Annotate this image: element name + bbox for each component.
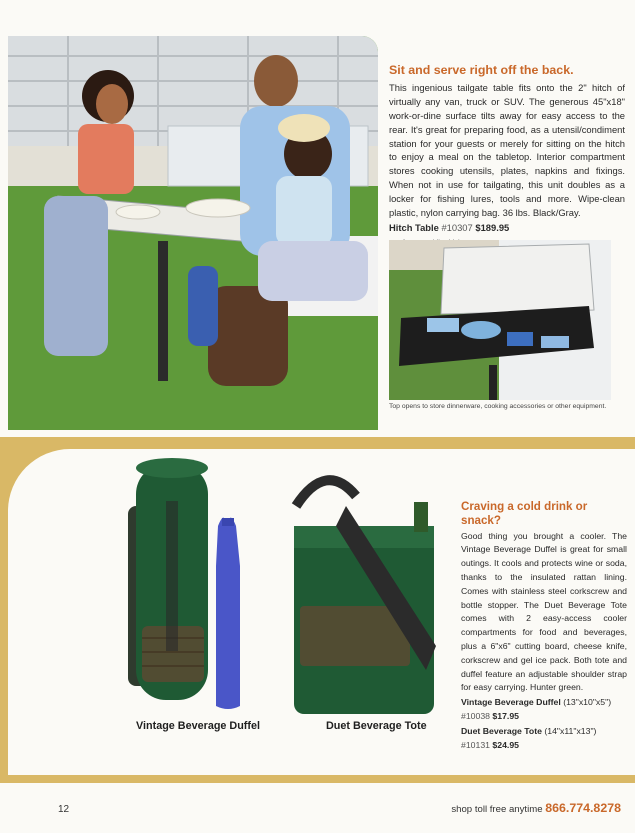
open-table-photo [389, 240, 611, 400]
hitch-table-headline: Sit and serve right off the back. [389, 63, 574, 77]
tailgate-family-photo [8, 36, 378, 430]
tote-price-line [461, 725, 627, 753]
shop-text: shop toll free anytime [451, 804, 543, 815]
duet-beverage-tote-photo [286, 466, 446, 722]
footer-contact [451, 801, 621, 815]
hitch-table-description: This ingenious tailgate table fits onto the 2" hitch of virtually any van, truck or SUV. The generous 45"x18" work-or-dine surface tilts away for easy access to the rear. It's great for preparing food, as a utensil/condiment station for your guests or merely for sitting on the hitch to enjoy a meal on the tabletop. Interior compartment stores cooking utensils, plates, napkins and fixings. When not in use for tailgating, this unit doubles as a locker for fishing lures, tools and more. Wipe-clean plastic, nylon carrying bag. 36 lbs. Black/Gray. [389, 81, 625, 219]
page-footer [0, 783, 635, 833]
duffel-price: $17.95 [492, 710, 519, 721]
duffel-caption: Vintage Beverage Duffel [136, 720, 261, 732]
tote-caption: Duet Beverage Tote [326, 720, 427, 732]
phone-number: 866.774.8278 [545, 801, 621, 815]
tote-name: Duet Beverage Tote [461, 725, 542, 736]
duffel-dims: (13"x10"x5") [563, 697, 612, 708]
beverage-description: Good thing you brought a cooler. The Vintage Beverage Duffel is great for small outings. It cools and protects wine or soda, thanks to the insulated rattan lining. Comes with stainless steel corkscrew and bottle stopper. The Duet Beverage Tote comes with 2 easy-access cooler compartments for food and beverages, plus a 6"x6" cutting board, cheese knife, corkscrew and gel ice pack. Both tote and duffel feature an adjustable shoulder strap for easy carrying. Hunter green. [461, 530, 627, 693]
tote-dims: (14"x11"x13") [544, 725, 597, 736]
hitch-table-name: Hitch Table [389, 221, 439, 233]
tote-sku: #10131 [461, 739, 490, 750]
page-number: 12 [58, 804, 70, 815]
duffel-name: Vintage Beverage Duffel [461, 697, 561, 708]
hitch-table-copy [389, 64, 625, 250]
hitch-table-sku: #10307 [441, 221, 473, 233]
beverage-headline: Craving a cold drink or snack? [461, 500, 588, 527]
hitch-table-price-line [389, 221, 625, 235]
beverage-copy [461, 500, 627, 752]
vintage-beverage-duffel-photo [118, 456, 268, 716]
open-table-caption: Top opens to store dinnerware, cooking accessories or other equipment. [389, 403, 607, 410]
tote-price: $24.95 [492, 739, 519, 750]
duffel-sku: #10038 [461, 710, 490, 721]
hitch-table-price: $189.95 [475, 221, 510, 233]
duffel-price-line [461, 696, 627, 724]
